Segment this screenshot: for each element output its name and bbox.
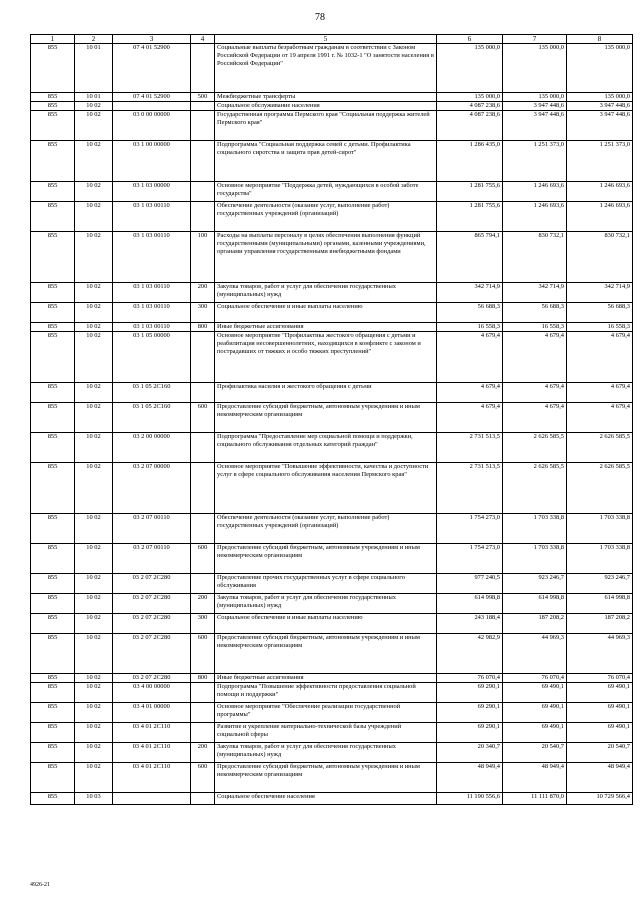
table-row <box>31 634 633 674</box>
table-row <box>31 514 633 544</box>
cell-amount-year-3: 56 688,3 <box>567 303 633 323</box>
cell-ved-code: 855 <box>31 463 75 514</box>
cell-amount-year-1: 48 949,4 <box>437 763 503 793</box>
cell-amount-year-2: 16 558,3 <box>503 323 567 332</box>
cell-target-code: 03 1 03 00000 <box>113 182 191 202</box>
table-row <box>31 433 633 463</box>
cell-section-code: 10 02 <box>75 323 113 332</box>
cell-ved-code: 855 <box>31 303 75 323</box>
table-row <box>31 182 633 202</box>
cell-ved-code: 855 <box>31 202 75 232</box>
cell-target-code: 03 4 01 00000 <box>113 703 191 723</box>
cell-target-code: 03 2 07 00110 <box>113 514 191 544</box>
cell-section-code: 10 02 <box>75 674 113 683</box>
cell-amount-year-1: 76 070,4 <box>437 674 503 683</box>
cell-description: Иные бюджетные ассигнования <box>215 323 437 332</box>
cell-section-code: 10 02 <box>75 141 113 182</box>
cell-amount-year-1: 69 290,1 <box>437 723 503 743</box>
cell-target-code <box>113 102 191 111</box>
cell-amount-year-3: 135 000,0 <box>567 44 633 93</box>
cell-amount-year-1: 4 087 238,6 <box>437 111 503 141</box>
cell-expense-type <box>191 332 215 383</box>
cell-section-code: 10 02 <box>75 514 113 544</box>
cell-target-code: 03 1 00 00000 <box>113 141 191 182</box>
cell-expense-type: 800 <box>191 674 215 683</box>
cell-expense-type: 100 <box>191 232 215 283</box>
cell-expense-type <box>191 703 215 723</box>
table-row <box>31 232 633 283</box>
cell-expense-type: 800 <box>191 323 215 332</box>
cell-amount-year-1: 1 281 755,6 <box>437 202 503 232</box>
table-row <box>31 102 633 111</box>
cell-target-code: 03 2 07 00110 <box>113 544 191 574</box>
cell-target-code: 03 2 07 2С280 <box>113 674 191 683</box>
cell-amount-year-3: 48 949,4 <box>567 763 633 793</box>
cell-ved-code: 855 <box>31 743 75 763</box>
cell-amount-year-3: 10 729 566,4 <box>567 793 633 805</box>
cell-description: Основное мероприятие "Повышение эффективности, качества и доступности услуг в сфере социального обслуживания населения Пермского края" <box>215 463 437 514</box>
cell-amount-year-3: 69 490,1 <box>567 703 633 723</box>
cell-amount-year-3: 4 679,4 <box>567 403 633 433</box>
cell-section-code: 10 02 <box>75 723 113 743</box>
cell-ved-code: 855 <box>31 93 75 102</box>
cell-description: Закупка товаров, работ и услуг для обеспечения государственных (муниципальных) нужд <box>215 743 437 763</box>
cell-section-code: 10 02 <box>75 763 113 793</box>
cell-amount-year-2: 3 947 448,6 <box>503 111 567 141</box>
table-row <box>31 141 633 182</box>
cell-target-code: 03 4 00 00000 <box>113 683 191 703</box>
cell-ved-code: 855 <box>31 141 75 182</box>
cell-amount-year-2: 2 626 585,5 <box>503 433 567 463</box>
cell-description: Предоставление субсидий бюджетным, автономным учреждениям и иным некоммерческим организациям <box>215 634 437 674</box>
cell-description: Социальное обеспечение и иные выплаты населению <box>215 303 437 323</box>
cell-amount-year-2: 1 251 373,0 <box>503 141 567 182</box>
table-row <box>31 403 633 433</box>
table-row <box>31 723 633 743</box>
cell-description: Государственная программа Пермского края "Социальная поддержка жителей Пермского края" <box>215 111 437 141</box>
cell-description: Предоставление субсидий бюджетным, автономным учреждениям и иным некоммерческим организациям <box>215 403 437 433</box>
cell-ved-code: 855 <box>31 544 75 574</box>
cell-amount-year-3: 1 703 338,8 <box>567 544 633 574</box>
table-row <box>31 93 633 102</box>
cell-amount-year-3: 135 000,0 <box>567 93 633 102</box>
cell-section-code: 10 02 <box>75 332 113 383</box>
cell-description: Социальное обеспечение населения <box>215 793 437 805</box>
cell-amount-year-1: 4 679,4 <box>437 383 503 403</box>
cell-amount-year-3: 342 714,9 <box>567 283 633 303</box>
cell-amount-year-2: 342 714,9 <box>503 283 567 303</box>
cell-description: Развитие и укрепление материально-технической базы учреждений социальной сферы <box>215 723 437 743</box>
cell-ved-code: 855 <box>31 323 75 332</box>
table-row <box>31 111 633 141</box>
cell-expense-type <box>191 383 215 403</box>
table-row <box>31 594 633 614</box>
cell-ved-code: 855 <box>31 723 75 743</box>
cell-amount-year-1: 865 794,1 <box>437 232 503 283</box>
cell-amount-year-3: 1 703 338,8 <box>567 514 633 544</box>
cell-amount-year-1: 135 000,0 <box>437 44 503 93</box>
cell-section-code: 10 02 <box>75 614 113 634</box>
cell-amount-year-1: 56 688,3 <box>437 303 503 323</box>
cell-target-code: 03 1 03 00110 <box>113 303 191 323</box>
cell-amount-year-1: 11 190 556,6 <box>437 793 503 805</box>
cell-description: Подпрограмма "Предоставление мер социальной помощи и поддержки, социального обслуживания отдельных категорий граждан" <box>215 433 437 463</box>
cell-description: Подпрограмма "Повышение эффективности предоставления социальной помощи и поддержки" <box>215 683 437 703</box>
cell-target-code: 03 1 03 00110 <box>113 283 191 303</box>
cell-expense-type <box>191 111 215 141</box>
cell-amount-year-2: 135 000,0 <box>503 93 567 102</box>
cell-amount-year-1: 135 000,0 <box>437 93 503 102</box>
cell-description: Социальное обеспечение и иные выплаты населению <box>215 614 437 634</box>
table-row <box>31 614 633 634</box>
cell-section-code: 10 01 <box>75 93 113 102</box>
cell-amount-year-2: 1 246 693,6 <box>503 202 567 232</box>
cell-description: Профилактика насилия и жестокого обращения с детьми <box>215 383 437 403</box>
cell-target-code: 03 2 00 00000 <box>113 433 191 463</box>
cell-amount-year-1: 69 290,1 <box>437 703 503 723</box>
cell-section-code: 10 02 <box>75 574 113 594</box>
cell-amount-year-2: 135 000,0 <box>503 44 567 93</box>
cell-description: Основное мероприятие "Профилактика жестокого обращения с детьми и реабилитация несовершеннолетних, находящихся в конфликте с законом и пострадавших от тяжких и особо тяжких преступлений" <box>215 332 437 383</box>
cell-expense-type: 300 <box>191 614 215 634</box>
cell-description: Межбюджетные трансферты <box>215 93 437 102</box>
cell-expense-type <box>191 182 215 202</box>
cell-expense-type: 600 <box>191 403 215 433</box>
cell-amount-year-2: 1 703 338,8 <box>503 544 567 574</box>
cell-ved-code: 855 <box>31 614 75 634</box>
header-col-7: 7 <box>503 35 567 44</box>
cell-ved-code: 855 <box>31 703 75 723</box>
cell-target-code: 03 1 03 00110 <box>113 323 191 332</box>
cell-expense-type: 500 <box>191 93 215 102</box>
cell-amount-year-2: 48 949,4 <box>503 763 567 793</box>
cell-expense-type <box>191 102 215 111</box>
cell-section-code: 10 02 <box>75 102 113 111</box>
cell-description: Социальные выплаты безработным гражданам в соответствии с Законом Российской Федерации от 19 апреля 1991 г. № 1032-1 "О занятости населения в Российской Федерации" <box>215 44 437 93</box>
cell-ved-code: 855 <box>31 44 75 93</box>
cell-amount-year-2: 4 679,4 <box>503 332 567 383</box>
cell-expense-type: 200 <box>191 743 215 763</box>
cell-amount-year-2: 11 111 870,0 <box>503 793 567 805</box>
cell-ved-code: 855 <box>31 763 75 793</box>
cell-amount-year-3: 187 208,2 <box>567 614 633 634</box>
table-row <box>31 303 633 323</box>
header-col-1: 1 <box>31 35 75 44</box>
cell-amount-year-3: 4 679,4 <box>567 383 633 403</box>
cell-section-code: 10 02 <box>75 594 113 614</box>
header-col-5: 5 <box>215 35 437 44</box>
cell-section-code: 10 02 <box>75 383 113 403</box>
cell-amount-year-3: 69 490,1 <box>567 683 633 703</box>
footer-code: 4926-21 <box>30 882 50 888</box>
header-col-6: 6 <box>437 35 503 44</box>
cell-ved-code: 855 <box>31 514 75 544</box>
cell-amount-year-2: 3 947 448,6 <box>503 102 567 111</box>
cell-amount-year-1: 4 679,4 <box>437 403 503 433</box>
cell-description: Подпрограмма "Социальная поддержка семей с детьми. Профилактика социального сиротства и защита прав детей-сирот" <box>215 141 437 182</box>
table-row <box>31 763 633 793</box>
header-col-8: 8 <box>567 35 633 44</box>
cell-ved-code: 855 <box>31 634 75 674</box>
cell-amount-year-1: 1 754 273,0 <box>437 514 503 544</box>
cell-ved-code: 855 <box>31 594 75 614</box>
header-col-4: 4 <box>191 35 215 44</box>
cell-expense-type <box>191 463 215 514</box>
cell-amount-year-1: 977 240,5 <box>437 574 503 594</box>
cell-expense-type: 600 <box>191 634 215 674</box>
cell-amount-year-1: 2 731 513,5 <box>437 433 503 463</box>
cell-amount-year-1: 4 087 238,6 <box>437 102 503 111</box>
cell-section-code: 10 02 <box>75 634 113 674</box>
table-row <box>31 743 633 763</box>
cell-expense-type <box>191 44 215 93</box>
header-row <box>31 35 633 44</box>
table-row <box>31 683 633 703</box>
cell-amount-year-2: 187 208,2 <box>503 614 567 634</box>
cell-expense-type <box>191 514 215 544</box>
cell-amount-year-2: 69 490,1 <box>503 723 567 743</box>
cell-target-code: 07 4 01 52900 <box>113 93 191 102</box>
cell-target-code: 03 2 07 2С280 <box>113 634 191 674</box>
cell-expense-type <box>191 683 215 703</box>
cell-description: Основное мероприятие "Обеспечение реализации государственной программы" <box>215 703 437 723</box>
cell-description: Расходы на выплаты персоналу в целях обеспечения выполнения функций государственными (муниципальными) органами, казенными учреждениями, органами управления государственными внебюджетными фондами <box>215 232 437 283</box>
cell-target-code: 03 4 01 2С110 <box>113 763 191 793</box>
cell-ved-code: 855 <box>31 383 75 403</box>
table-row <box>31 793 633 805</box>
cell-amount-year-1: 69 290,1 <box>437 683 503 703</box>
cell-amount-year-3: 4 679,4 <box>567 332 633 383</box>
cell-expense-type: 200 <box>191 594 215 614</box>
cell-expense-type: 600 <box>191 763 215 793</box>
page-number: 78 <box>315 12 325 23</box>
cell-amount-year-2: 2 626 585,5 <box>503 463 567 514</box>
cell-description: Социальное обслуживание населения <box>215 102 437 111</box>
cell-ved-code: 855 <box>31 674 75 683</box>
cell-amount-year-3: 3 947 448,6 <box>567 102 633 111</box>
table-row <box>31 332 633 383</box>
cell-ved-code: 855 <box>31 232 75 283</box>
cell-amount-year-2: 56 688,3 <box>503 303 567 323</box>
table-row <box>31 463 633 514</box>
cell-target-code: 03 2 07 2С280 <box>113 614 191 634</box>
cell-amount-year-1: 4 679,4 <box>437 332 503 383</box>
cell-amount-year-3: 923 246,7 <box>567 574 633 594</box>
cell-amount-year-3: 830 732,1 <box>567 232 633 283</box>
cell-description: Закупка товаров, работ и услуг для обеспечения государственных (муниципальных) нужд <box>215 283 437 303</box>
cell-target-code: 03 2 07 2С280 <box>113 574 191 594</box>
cell-amount-year-1: 243 188,4 <box>437 614 503 634</box>
cell-target-code: 03 4 01 2С110 <box>113 723 191 743</box>
cell-amount-year-1: 20 340,7 <box>437 743 503 763</box>
cell-section-code: 10 02 <box>75 463 113 514</box>
cell-ved-code: 855 <box>31 793 75 805</box>
table-row <box>31 323 633 332</box>
cell-ved-code: 855 <box>31 102 75 111</box>
cell-expense-type <box>191 433 215 463</box>
cell-section-code: 10 02 <box>75 544 113 574</box>
cell-description: Предоставление субсидий бюджетным, автономным учреждениям и иным некоммерческим организациям <box>215 544 437 574</box>
cell-target-code: 03 4 01 2С110 <box>113 743 191 763</box>
cell-amount-year-2: 69 490,1 <box>503 703 567 723</box>
budget-table <box>30 34 633 805</box>
table-row <box>31 383 633 403</box>
cell-amount-year-1: 1 754 273,0 <box>437 544 503 574</box>
cell-amount-year-3: 2 626 585,5 <box>567 463 633 514</box>
cell-section-code: 10 02 <box>75 743 113 763</box>
cell-ved-code: 855 <box>31 182 75 202</box>
table-body <box>31 44 633 805</box>
cell-section-code: 10 02 <box>75 182 113 202</box>
table-row <box>31 202 633 232</box>
cell-target-code: 03 1 03 00110 <box>113 232 191 283</box>
cell-target-code: 03 1 05 2С160 <box>113 383 191 403</box>
cell-expense-type <box>191 202 215 232</box>
cell-target-code: 03 1 05 00000 <box>113 332 191 383</box>
cell-target-code: 03 2 07 00000 <box>113 463 191 514</box>
cell-amount-year-2: 1 246 693,6 <box>503 182 567 202</box>
cell-amount-year-1: 42 982,9 <box>437 634 503 674</box>
table-row <box>31 574 633 594</box>
header-col-2: 2 <box>75 35 113 44</box>
cell-section-code: 10 01 <box>75 44 113 93</box>
cell-ved-code: 855 <box>31 683 75 703</box>
cell-target-code <box>113 793 191 805</box>
cell-section-code: 10 03 <box>75 793 113 805</box>
cell-section-code: 10 02 <box>75 232 113 283</box>
cell-section-code: 10 02 <box>75 433 113 463</box>
cell-section-code: 10 02 <box>75 303 113 323</box>
cell-expense-type: 300 <box>191 303 215 323</box>
cell-ved-code: 855 <box>31 111 75 141</box>
cell-description: Предоставление субсидий бюджетным, автономным учреждениям и иным некоммерческим организациям <box>215 763 437 793</box>
cell-amount-year-3: 3 947 448,6 <box>567 111 633 141</box>
cell-amount-year-3: 44 969,3 <box>567 634 633 674</box>
cell-amount-year-3: 1 251 373,0 <box>567 141 633 182</box>
cell-section-code: 10 02 <box>75 202 113 232</box>
cell-amount-year-3: 69 490,1 <box>567 723 633 743</box>
cell-target-code: 03 0 00 00000 <box>113 111 191 141</box>
header-col-3: 3 <box>113 35 191 44</box>
cell-amount-year-1: 342 714,9 <box>437 283 503 303</box>
cell-amount-year-3: 1 246 693,6 <box>567 182 633 202</box>
cell-amount-year-2: 830 732,1 <box>503 232 567 283</box>
cell-description: Обеспечение деятельности (оказание услуг, выполнение работ) государственных учреждений (организаций) <box>215 202 437 232</box>
cell-amount-year-2: 923 246,7 <box>503 574 567 594</box>
cell-ved-code: 855 <box>31 332 75 383</box>
cell-section-code: 10 02 <box>75 111 113 141</box>
table-row <box>31 674 633 683</box>
cell-amount-year-2: 614 998,8 <box>503 594 567 614</box>
cell-amount-year-1: 2 731 513,5 <box>437 463 503 514</box>
cell-amount-year-2: 69 490,1 <box>503 683 567 703</box>
cell-amount-year-3: 614 998,8 <box>567 594 633 614</box>
cell-target-code: 03 1 05 2С160 <box>113 403 191 433</box>
cell-amount-year-3: 20 540,7 <box>567 743 633 763</box>
table-row <box>31 283 633 303</box>
cell-amount-year-1: 614 998,8 <box>437 594 503 614</box>
table-row <box>31 544 633 574</box>
cell-ved-code: 855 <box>31 433 75 463</box>
cell-amount-year-2: 4 679,4 <box>503 403 567 433</box>
cell-expense-type: 600 <box>191 544 215 574</box>
cell-description: Закупка товаров, работ и услуг для обеспечения государственных (муниципальных) нужд <box>215 594 437 614</box>
cell-amount-year-2: 76 070,4 <box>503 674 567 683</box>
cell-description: Обеспечение деятельности (оказание услуг, выполнение работ) государственных учреждений (организаций) <box>215 514 437 544</box>
cell-expense-type: 200 <box>191 283 215 303</box>
cell-description: Предоставление прочих государственных услуг в сфере социального обслуживания <box>215 574 437 594</box>
cell-section-code: 10 02 <box>75 283 113 303</box>
cell-expense-type <box>191 793 215 805</box>
cell-amount-year-2: 44 969,3 <box>503 634 567 674</box>
cell-amount-year-1: 1 286 435,0 <box>437 141 503 182</box>
cell-section-code: 10 02 <box>75 703 113 723</box>
cell-section-code: 10 02 <box>75 403 113 433</box>
table-row <box>31 44 633 93</box>
cell-amount-year-1: 1 281 755,6 <box>437 182 503 202</box>
cell-amount-year-3: 16 558,3 <box>567 323 633 332</box>
cell-target-code: 03 1 03 00110 <box>113 202 191 232</box>
cell-target-code: 03 2 07 2С280 <box>113 594 191 614</box>
cell-amount-year-2: 4 679,4 <box>503 383 567 403</box>
cell-section-code: 10 02 <box>75 683 113 703</box>
cell-amount-year-3: 1 246 693,6 <box>567 202 633 232</box>
cell-expense-type <box>191 574 215 594</box>
cell-amount-year-2: 1 703 338,8 <box>503 514 567 544</box>
cell-ved-code: 855 <box>31 283 75 303</box>
cell-amount-year-1: 16 558,3 <box>437 323 503 332</box>
cell-amount-year-2: 20 540,7 <box>503 743 567 763</box>
cell-expense-type <box>191 141 215 182</box>
cell-amount-year-3: 76 070,4 <box>567 674 633 683</box>
cell-description: Основное мероприятие "Поддержка детей, нуждающихся в особой заботе государства" <box>215 182 437 202</box>
cell-expense-type <box>191 723 215 743</box>
cell-ved-code: 855 <box>31 574 75 594</box>
cell-target-code: 07 4 01 52900 <box>113 44 191 93</box>
cell-amount-year-3: 2 626 585,5 <box>567 433 633 463</box>
cell-ved-code: 855 <box>31 403 75 433</box>
cell-description: Иные бюджетные ассигнования <box>215 674 437 683</box>
table-row <box>31 703 633 723</box>
